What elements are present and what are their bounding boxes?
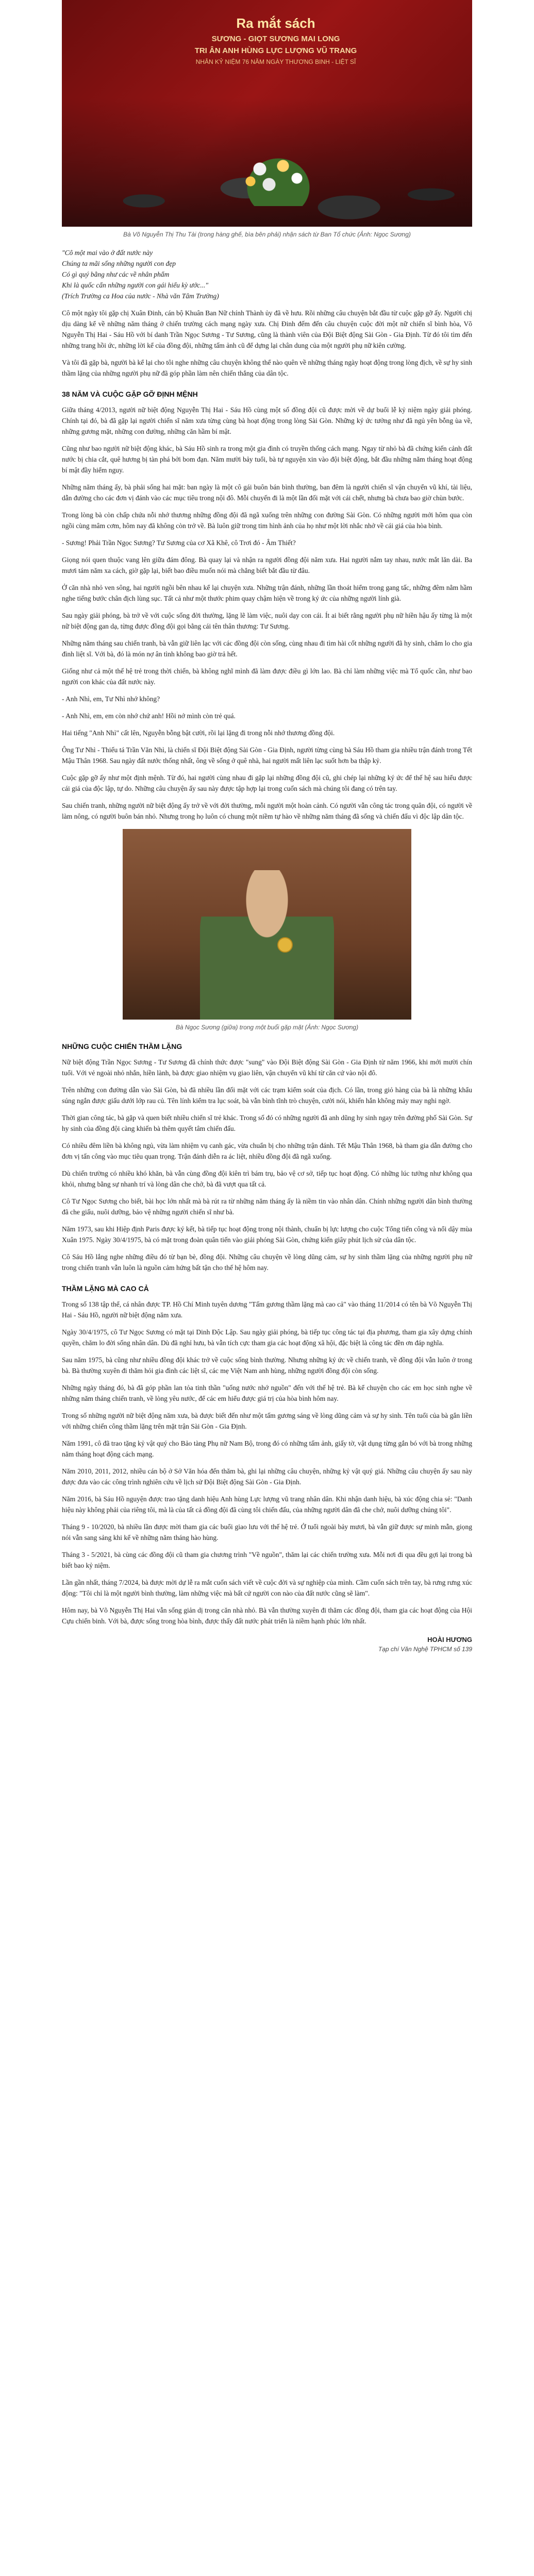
paragraph: Trong lòng bà còn chấp chứa nỗi nhớ thương những đồng đội đã ngã xuống trên những con đường Sài Gòn. Có những người mới hôm qua còn ngồi cùng mâm cơm, hôm nay đã không còn trở về. Bà luôn giữ trong tim hình ảnh của họ như một lời nhắc nhở về cái giá của hòa bình. xyxy=(62,511,472,530)
intro-paragraph: Cô một ngày tôi gặp chị Xuân Đinh, cán bộ Khuân Ban Nữ chính Thành ủy đã về hưu. Rồi những câu chuyện bắt đầu từ cuộc gặp gỡ ấy. Người chị dịu dàng kể về những năm tháng ở chiến trường cách mạng ngày xưa. Chị Đinh đếm đến câu chuyện cuộc đời một nữ chiến sĩ bình hòa, Võ Nguyễn Thị Hai - Sáu Hồ với bí danh Trần Ngọc Sương - Tư Sương, cũng là thành viên của Đội Biệt động Sài Gòn - Gia Định. Từ đó tôi tìm đến những trang hồi ức, những lời kể của đồng đội, những tấm ảnh cũ để dựng lại chân dung của một người phụ nữ kiên cường. xyxy=(62,309,472,349)
section-heading-2: NHỮNG CUỘC CHIẾN THẦM LẶNG xyxy=(62,1042,182,1050)
paragraph: Cuộc gặp gỡ ấy như một định mệnh. Từ đó, hai người cùng nhau đi gặp lại những đồng đội cũ, ghi chép lại những ký ức để thế hệ sau hiểu được cái giá của độc lập, tự do. Những câu chuyện ấy sau này được tập hợp lại trong cuốn sách mà chúng tôi đang có trên tay. xyxy=(62,774,472,792)
section-3-body xyxy=(62,1299,472,1626)
banner-subtitle: NHÂN KỶ NIỆM 76 NĂM NGÀY THƯƠNG BINH - LIỆT SĨ xyxy=(195,58,356,65)
event-banner xyxy=(191,15,361,93)
author-name: HOÀI HƯƠNG xyxy=(427,1636,472,1643)
paragraph: Giống như cả một thế hệ trẻ trong thời chiến, bà không nghĩ mình đã làm được điều gì lớn lao. Bà chỉ làm những việc mà Tổ quốc cần, như bao người con khác của đất nước này. xyxy=(62,667,472,686)
hero-photo xyxy=(62,0,472,227)
paragraph: Những năm tháng ấy, bà phải sống hai mặt: ban ngày là một cô gái buôn bán bình thường, ban đêm là người chiến sĩ vận chuyển vũ khí, tài liệu, dẫn đường cho các đơn vị đánh vào các mục tiêu trong nội đô. Mỗi chuyến đi là một lần đối mặt với cái chết, nhưng bà chưa bao giờ chùn bước. xyxy=(62,483,472,502)
section-1-body xyxy=(62,404,472,822)
banner-line-1: SƯƠNG - GIỌT SƯƠNG MAI LONG xyxy=(211,35,340,43)
paragraph: Thời gian công tác, bà gặp và quen biết nhiều chiến sĩ trẻ khác. Trong số đó có những người đã anh dũng hy sinh ngay trên đường phố Sài Gòn. Sự hy sinh của đồng đội càng khiến bà thêm quyết tâm chiến đấu. xyxy=(62,1114,472,1132)
paragraph: Năm 2016, bà Sáu Hồ nguyện được trao tặng danh hiệu Anh hùng Lực lượng vũ trang nhân dân. Khi nhận danh hiệu, bà xúc động chia sẻ: "Danh hiệu này không phải của riêng tôi, mà là của tất cả đồng đội đã cùng tôi chiến đấu, của những người dân đã che chở, nuôi dưỡng chúng tôi". xyxy=(62,1495,472,1514)
paragraph: Giữa tháng 4/2013, người nữ biệt động Nguyễn Thị Hai - Sáu Hồ cùng một số đồng đội cũ được mời về dự buổi lễ kỷ niệm ngày giải phóng. Chính tại đó, bà đã gặp lại người chiến sĩ năm xưa từng cùng bà hoạt động trong lòng Sài Gòn. Những ký ức tưởng như đã ngủ yên bỗng ùa về, những gương mặt, những con đường, những căn hầm bí mật. xyxy=(62,406,472,435)
paragraph: Ông Tư Nhì - Thiếu tá Trần Văn Nhì, là chiến sĩ Đội Biệt động Sài Gòn - Gia Định, người từng cùng bà Sáu Hồ tham gia nhiều trận đánh trong Tết Mậu Thân 1968. Sau ngày đất nước thống nhất, ông về sống ở quê nhà, hai người mất liên lạc suốt hơn ba thập kỷ. xyxy=(62,746,472,765)
paragraph: Sau năm 1975, bà cũng như nhiều đồng đội khác trở về cuộc sống bình thường. Nhưng những ký ức về chiến tranh, về đồng đội vẫn luôn ở trong bà. Bà thường xuyên đi thăm hỏi gia đình các liệt sĩ, các mẹ Việt Nam anh hùng, những người đồng đội còn sống. xyxy=(62,1356,472,1375)
dialogue-line: - Anh Nhì, em, em còn nhớ chứ anh! Hồi nớ mình còn trẻ quá. xyxy=(62,712,236,720)
paragraph: Trên những con đường dẫn vào Sài Gòn, bà đã nhiều lần đối mặt với các trạm kiểm soát của địch. Có lần, trong giỏ hàng của bà là những khẩu súng ngắn được giấu dưới lớp rau củ. Tên lính kiểm tra lục soát, bà vẫn bình tĩnh trò chuyện, cười nói, khiến hắn không mảy may nghi ngờ. xyxy=(62,1086,472,1105)
section-2-body xyxy=(62,1057,472,1273)
hero-caption: Bà Võ Nguyễn Thị Thu Tài (trong hàng ghế, bìa bên phải) nhận sách từ Ban Tổ chức (Ảnh: Ngọc Sương) xyxy=(123,231,411,238)
paragraph: Hai tiếng "Anh Nhì" cất lên, Nguyễn bỗng bật cười, rồi lại lặng đi trong nỗi nhớ thương đồng đội. xyxy=(62,729,335,737)
paragraph: Trong số những người nữ biệt động năm xưa, bà được biết đến như một tấm gương sáng về lòng dũng cảm và sự hy sinh. Tên tuổi của bà gắn liền với những chiến công thầm lặng trên mặt trận Sài Gòn - Gia Định. xyxy=(62,1412,472,1430)
paragraph: Sau chiến tranh, những người nữ biệt động ấy trở về với đời thường, mỗi người một hoàn cảnh. Có người vẫn công tác trong quân đội, có người về làm nông, có người buôn bán nhỏ. Nhưng trong họ luôn có chung một niềm tự hào về những năm tháng đã sống và chiến đấu vì độc lập dân tộc. xyxy=(62,802,472,820)
paragraph: Cũng như bao người nữ biệt động khác, bà Sáu Hồ sinh ra trong một gia đình có truyền thống cách mạng. Ngay từ nhỏ bà đã chứng kiến cảnh đất nước bị chia cắt, quê hương bị tàn phá bởi bom đạn. Năm mười bảy tuổi, bà tự nguyện xin vào đội biệt động, bắt đầu những năm tháng hoạt động bí mật đầy hiểm nguy. xyxy=(62,445,472,474)
portrait-figure xyxy=(200,870,334,1020)
paragraph: Những năm tháng sau chiến tranh, bà vẫn giữ liên lạc với các đồng đội còn sống, cùng nhau đi tìm hài cốt những người đã hy sinh, chăm lo cho gia đình liệt sĩ. Với bà, đó là món nợ ân tình không bao giờ trả hết. xyxy=(62,639,472,658)
paragraph: Dù chiến trường có nhiều khó khăn, bà vẫn cùng đồng đội kiên trì bám trụ, bảo vệ cơ sở, tiếp tục hoạt động. Có những lúc tưởng như không qua khỏi, nhưng bằng sự nhanh trí và lòng dân che chở, bà đã vượt qua tất cả. xyxy=(62,1170,472,1188)
paragraph: Cô Tư Ngọc Sương cho biết, bài học lớn nhất mà bà rút ra từ những năm tháng ấy là niềm tin vào nhân dân. Chính những người dân bình thường đã che giấu, nuôi dưỡng, bảo vệ những người chiến sĩ như bà. xyxy=(62,1197,472,1216)
dialogue-line: - Sương! Phải Trần Ngọc Sương? Tư Sương của cơ Xã Khê, cô Trơi đó - Âm Thiết? xyxy=(62,539,296,547)
paragraph: Có nhiều đêm liền bà không ngủ, vừa làm nhiệm vụ canh gác, vừa chuẩn bị cho những trận đánh. Tết Mậu Thân 1968, bà tham gia dẫn đường cho đơn vị tấn công vào mục tiêu quan trọng. Trận đánh diễn ra ác liệt, nhiều đồng đội đã ngã xuống. xyxy=(62,1142,472,1160)
portrait-photo xyxy=(123,829,411,1020)
section-heading-1: 38 NĂM VÀ CUỘC GẶP GỠ ĐỊNH MỆNH xyxy=(62,390,198,398)
paragraph: Giọng nói quen thuộc vang lên giữa đám đông. Bà quay lại và nhận ra người đồng đội năm xưa. Hai người nắm tay nhau, nước mắt lăn dài. Ba mươi tám năm xa cách, giờ gặp lại, biết bao điều muốn nói mà chẳng biết bắt đầu từ đâu. xyxy=(62,556,472,574)
paragraph: Những ngày tháng đó, bà đã góp phần lan tỏa tinh thần "uống nước nhớ nguồn" đến với thế hệ trẻ. Bà kể chuyện cho các em học sinh nghe về những năm tháng chiến tranh, về lòng yêu nước, để các em hiểu được giá trị của hòa bình hôm nay. xyxy=(62,1384,472,1402)
intro-block xyxy=(62,247,472,379)
paragraph: Hôm nay, bà Võ Nguyễn Thị Hai vẫn sống giản dị trong căn nhà nhỏ. Bà vẫn thường xuyên đi thăm các đồng đội, tham gia các hoạt động của Hội Cựu chiến binh. Với bà, được sống trong hòa bình, được thấy đất nước phát triển là niềm hạnh phúc lớn nhất. xyxy=(62,1606,472,1625)
paragraph: Sau ngày giải phóng, bà trở về với cuộc sống đời thường, lặng lẽ làm việc, nuôi dạy con cái. Ít ai biết rằng người phụ nữ hiền hậu ấy từng là một nữ biệt động gan dạ, từng được đồng đội gọi bằng cái tên thân thương: Tư Sương. xyxy=(62,612,472,630)
section-heading-3: THẦM LẶNG MÀ CAO CẢ xyxy=(62,1284,149,1293)
paragraph: Trong số 138 tập thể, cá nhân được TP. Hồ Chí Minh tuyên dương "Tấm gương thầm lặng mà cao cả" vào tháng 11/2014 có tên bà Võ Nguyễn Thị Hai - Sáu Hồ, người nữ biệt động năm xưa. xyxy=(62,1300,472,1319)
flower-bouquet xyxy=(232,144,325,206)
paragraph: Năm 2010, 2011, 2012, nhiều cán bộ ở Sở Văn hóa đến thăm bà, ghi lại những câu chuyện, những kỷ vật quý giá. Những câu chuyện ấy sau này được đưa vào các công trình nghiên cứu về lịch sử Đội Biệt động Sài Gòn - Gia Định. xyxy=(62,1467,472,1486)
source-note: Tạp chí Văn Nghệ TPHCM số 139 xyxy=(378,1646,472,1653)
paragraph: Năm 1973, sau khi Hiệp định Paris được ký kết, bà tiếp tục hoạt động trong nội thành, chuẩn bị lực lượng cho cuộc Tổng tiến công và nổi dậy mùa Xuân 1975. Ngày 30/4/1975, bà có mặt trong đoàn quân tiến vào giải phóng Sài Gòn, chứng kiến giây phút lịch sử của dân tộc. xyxy=(62,1225,472,1244)
paragraph: Ở căn nhà nhỏ ven sông, hai người ngồi bên nhau kể lại chuyện xưa. Những trận đánh, những lần thoát hiểm trong gang tấc, những đêm nằm hầm nghe tiếng bước chân địch lùng sục. Tất cả như một thước phim quay chậm hiện về trong ký ức của những người lính già. xyxy=(62,584,472,602)
paragraph: Ngày 30/4/1975, cô Tư Ngọc Sương có mặt tại Dinh Độc Lập. Sau ngày giải phóng, bà tiếp tục công tác tại địa phương, tham gia xây dựng chính quyền, chăm lo đời sống nhân dân. Dù đã nghỉ hưu, bà vẫn tích cực tham gia các hoạt động xã hội, đặc biệt là công tác đền ơn đáp nghĩa. xyxy=(62,1328,472,1347)
medal-icon xyxy=(277,937,293,953)
banner-line-2: TRI ÂN ANH HÙNG LỰC LƯỢNG VŨ TRANG xyxy=(194,46,357,55)
intro-quote: "Cô một mai vào ở đất nước này Chúng ta mãi sống những người con đẹp Có gì quý bằng như các về nhân phẩm Khi là quốc cẩn những người con gái hiểu kỳ ước..." (Trích Trường ca Hoa của nước - Nhà văn Tâm Trường) xyxy=(62,249,219,300)
portrait-caption: Bà Ngọc Sương (giữa) trong một buổi gặp mặt (Ảnh: Ngọc Sương) xyxy=(175,1024,359,1031)
paragraph: Tháng 9 - 10/2020, bà nhiều lần được mời tham gia các buổi giao lưu với thế hệ trẻ. Ở tuổi ngoài bảy mươi, bà vẫn giữ được sự minh mẫn, giọng nói vẫn sang sảng khi kể về những năm tháng hào hùng. xyxy=(62,1523,472,1541)
banner-title: Ra mắt sách xyxy=(236,15,315,31)
dialogue-line: - Anh Nhì, em, Tư Nhì nhớ không? xyxy=(62,695,160,703)
paragraph: Nữ biệt động Trần Ngọc Sương - Tư Sương đã chính thức được "sung" vào Đội Biệt động Sài Gòn - Gia Định từ năm 1966, khi mới mười chín tuổi. Với vẻ ngoài nhỏ nhắn, hiền lành, bà được giao nhiệm vụ giao liên, vận chuyển vũ khí từ căn cứ vào nội đô. xyxy=(62,1058,472,1077)
paragraph: Cô Sáu Hồ lắng nghe những điều đó từ bạn bè, đồng đội. Những câu chuyện về lòng dũng cảm, sự hy sinh thầm lặng của những người phụ nữ trong chiến tranh vẫn luôn là nguồn cảm hứng bất tận cho thế hệ hôm nay. xyxy=(62,1253,472,1272)
article-signature xyxy=(62,1636,472,1653)
paragraph: Năm 1991, cô đã trao tặng kỷ vật quý cho Bảo tàng Phụ nữ Nam Bộ, trong đó có những tấm ảnh, giấy tờ, vật dụng từng gắn bó với bà trong những năm tháng hoạt động cách mạng. xyxy=(62,1439,472,1458)
paragraph: Lần gần nhất, tháng 7/2024, bà được mời dự lễ ra mắt cuốn sách viết về cuộc đời và sự nghiệp của mình. Cầm cuốn sách trên tay, bà rưng rưng xúc động: "Tôi chỉ là một người bình thường, làm những việc mà bất cứ người con nào của đất nước cũng sẽ làm". xyxy=(62,1579,472,1597)
intro-paragraph: Và tôi đã gặp bà, người bà kể lại cho tôi nghe những câu chuyện không thể nào quên về những tháng ngày hoạt động trong lòng địch, về sự hy sinh thầm lặng của những người phụ nữ đã góp phần làm nên chiến thắng của dân tộc. xyxy=(62,359,472,377)
paragraph: Tháng 3 - 5/2021, bà cùng các đồng đội cũ tham gia chương trình "Về nguồn", thăm lại các chiến trường xưa. Mỗi nơi đi qua đều gợi lại trong bà biết bao kỷ niệm. xyxy=(62,1551,472,1569)
article xyxy=(62,0,472,1653)
